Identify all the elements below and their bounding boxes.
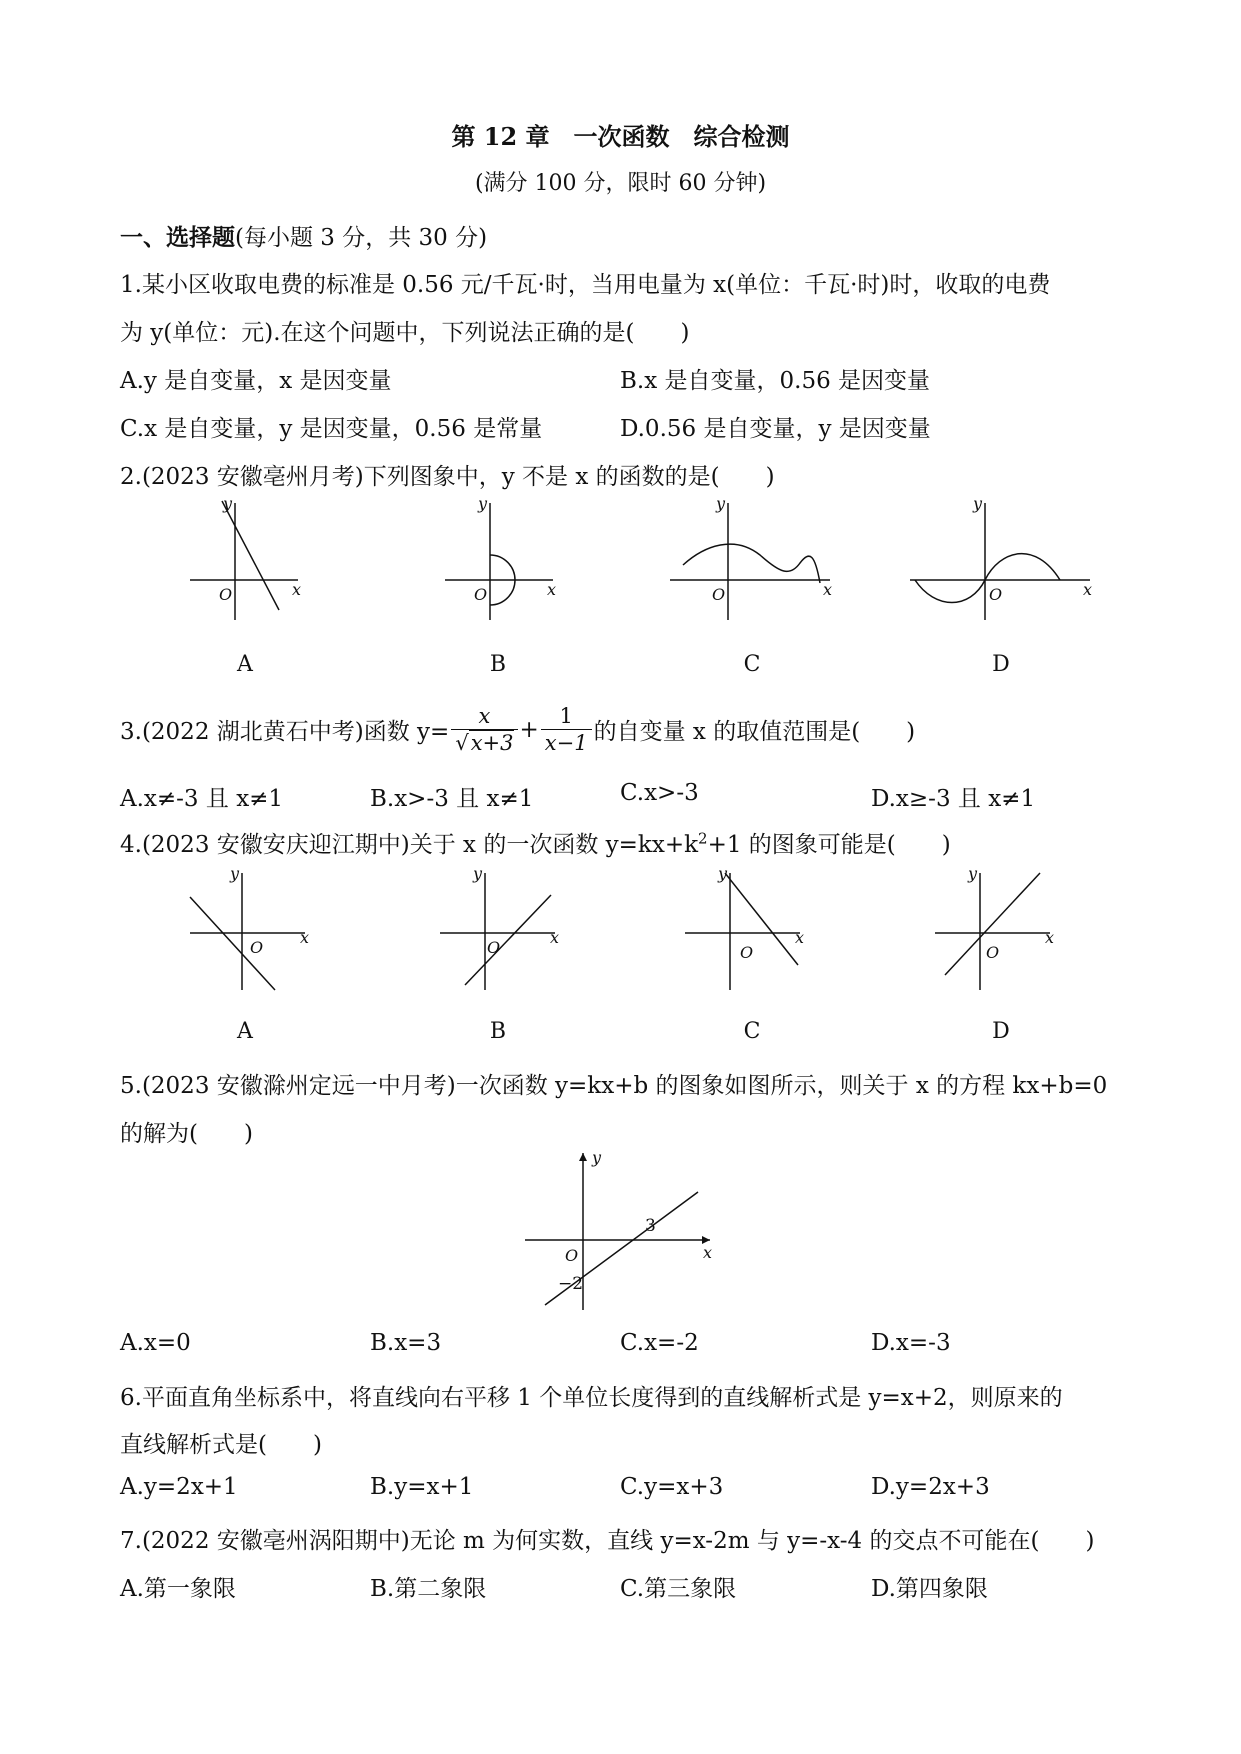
q3-plus: + [519, 716, 539, 743]
q2d-y-label: y [973, 494, 983, 513]
q5-x-label: x [703, 1243, 713, 1262]
q3-fraction-2 [541, 703, 592, 757]
q6-option-c: C.y=x+3 [620, 1474, 724, 1500]
section-title: 一、选择题 [120, 224, 235, 251]
q1-option-d: D.0.56 是自变量，y 是因变量 [620, 416, 931, 442]
q3-option-a: A.x≠-3 且 x≠1 [120, 786, 284, 812]
q1-option-c: C.x 是自变量，y 是因变量，0.56 是常量 [120, 416, 543, 442]
q4a-origin-label: O [250, 938, 264, 957]
q5-option-d: D.x=-3 [871, 1330, 951, 1356]
q5-y-label: y [592, 1148, 602, 1167]
q3-option-b: B.x>-3 且 x≠1 [370, 786, 534, 812]
sqrt-icon: √ [455, 731, 469, 756]
section-note: (每小题 3 分，共 30 分) [235, 225, 488, 251]
q7-option-d: D.第四象限 [871, 1576, 988, 1602]
q2a-origin-label: O [219, 585, 233, 604]
q6-option-d: D.y=2x+3 [871, 1474, 990, 1500]
q3-stem [120, 703, 915, 757]
q5-option-a: A.x=0 [120, 1330, 191, 1356]
q2-label-b: B [489, 652, 507, 677]
q2b-y-label: y [478, 494, 488, 513]
q2-graph-c [665, 495, 840, 625]
q3-fraction-1 [451, 703, 517, 757]
q4d-origin-label: O [986, 943, 1000, 962]
q4b-y-label: y [473, 864, 483, 883]
q5-option-c: C.x=-2 [620, 1330, 699, 1356]
q3-option-d: D.x≥-3 且 x≠1 [871, 786, 1036, 812]
q4b-x-label: x [550, 928, 560, 947]
q5-stem-line2: 的解为( ) [120, 1121, 253, 1147]
q2c-origin-label: O [712, 585, 726, 604]
q6-stem-line2: 直线解析式是( ) [120, 1432, 322, 1458]
q1-stem-line1: 1.某小区收取电费的标准是 0.56 元/千瓦·时，当用电量为 x(单位：千瓦·时)时，收取的电费 [120, 272, 1051, 298]
q3-prefix: 3.(2022 湖北黄石中考)函数 y= [120, 719, 450, 746]
q2c-y-label: y [716, 494, 726, 513]
q2-graph-b [435, 495, 565, 625]
q4-graph-b [435, 865, 575, 995]
q4-stem-a: 4.(2023 安徽安庆迎江期中)关于 x 的一次函数 y=kx+k [120, 832, 699, 858]
q3-suffix: 的自变量 x 的取值范围是( ) [593, 719, 916, 746]
q3-frac1-denominator: x+3 [470, 731, 514, 756]
q4-label-b: B [489, 1019, 507, 1044]
q2-label-a: A [237, 652, 253, 677]
q7-option-a: A.第一象限 [120, 1576, 236, 1602]
q4-graph-a [180, 865, 320, 995]
q3-frac2-numerator: 1 [541, 703, 592, 730]
q7-stem: 7.(2022 安徽亳州涡阳期中)无论 m 为何实数，直线 y=x-2m 与 y=-x-4 的交点不可能在( ) [120, 1528, 1095, 1554]
q2d-origin-label: O [989, 585, 1003, 604]
page-title: 第 12 章 一次函数 综合检测 [451, 122, 790, 151]
q2-label-c: C [743, 652, 761, 677]
q4-stem-sup: 2 [698, 829, 708, 848]
q5-origin-label: O [565, 1246, 579, 1265]
q2-label-d: D [992, 652, 1010, 677]
q6-option-b: B.y=x+1 [370, 1474, 474, 1500]
q4-label-c: C [743, 1019, 761, 1044]
q4-label-d: D [992, 1019, 1010, 1044]
q1-stem-line2: 为 y(单位：元).在这个问题中，下列说法正确的是( ) [120, 320, 690, 346]
q7-option-c: C.第三象限 [620, 1576, 737, 1602]
q5-stem-line1: 5.(2023 安徽滁州定远一中月考)一次函数 y=kx+b 的图象如图所示，则关于 x 的方程 kx+b=0 [120, 1073, 1108, 1099]
q4-graph-c [680, 865, 820, 995]
q7-option-b: B.第二象限 [370, 1576, 487, 1602]
q4d-x-label: x [1045, 928, 1055, 947]
q6-stem-line1: 6.平面直角坐标系中，将直线向右平移 1 个单位长度得到的直线解析式是 y=x+2，则原来的 [120, 1385, 1063, 1411]
section-heading [120, 219, 487, 252]
q4-graph-d [930, 865, 1070, 995]
q4c-y-label: y [718, 864, 728, 883]
q4b-origin-label: O [487, 938, 501, 957]
q5-graph [520, 1150, 720, 1315]
q2b-origin-label: O [474, 585, 488, 604]
q4-stem-b: +1 的图象可能是( ) [707, 832, 951, 858]
q2-stem: 2.(2023 安徽亳州月考)下列图象中，y 不是 x 的函数的是( ) [120, 464, 775, 490]
q4-label-a: A [237, 1019, 253, 1044]
q4d-y-label: y [968, 864, 978, 883]
q5-x-intercept-label: 3 [645, 1216, 656, 1236]
q3-option-c: C.x>-3 [620, 780, 699, 806]
q4a-x-label: x [300, 928, 310, 947]
q2b-x-label: x [547, 580, 557, 599]
q1-option-b: B.x 是自变量，0.56 是因变量 [620, 368, 931, 394]
q5-y-intercept-label: −2 [558, 1274, 584, 1294]
q4c-origin-label: O [740, 943, 754, 962]
q3-frac1-numerator: x [451, 703, 517, 730]
q2d-x-label: x [1083, 580, 1093, 599]
q2c-x-label: x [823, 580, 833, 599]
q4a-y-label: y [230, 864, 240, 883]
q2a-x-label: x [292, 580, 302, 599]
q2-graph-d [905, 495, 1100, 625]
q4c-x-label: x [795, 928, 805, 947]
q3-frac2-denominator: x−1 [544, 731, 588, 756]
q5-option-b: B.x=3 [370, 1330, 442, 1356]
q6-option-a: A.y=2x+1 [120, 1474, 238, 1500]
q2-graph-a [180, 495, 310, 625]
q4-stem [120, 826, 951, 859]
q2a-y-label: y [223, 494, 233, 513]
page-subtitle: (满分 100 分，限时 60 分钟) [474, 171, 767, 196]
q1-option-a: A.y 是自变量，x 是因变量 [120, 368, 392, 394]
